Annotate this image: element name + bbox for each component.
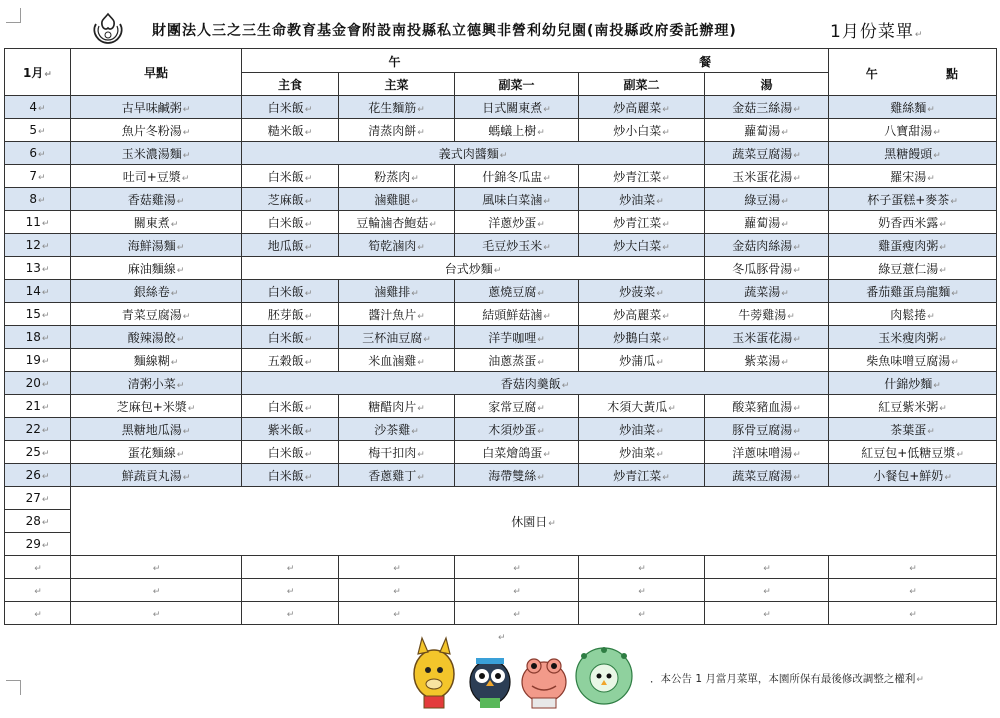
empty-cell: ↵	[579, 602, 705, 625]
side-dish-2-cell: 炒油菜↵	[579, 188, 705, 211]
side-dish-1-cell: 風味白菜滷↵	[455, 188, 579, 211]
menu-row	[5, 188, 997, 211]
breakfast-cell: 麻油麵線↵	[71, 257, 242, 280]
staple-cell: 紫米飯↵	[242, 418, 339, 441]
foundation-logo-icon	[88, 10, 128, 46]
day-cell: 28↵	[5, 510, 71, 533]
soup-cell: 牛蒡雞湯↵	[705, 303, 829, 326]
empty-cell: ↵	[579, 556, 705, 579]
empty-cell: ↵	[455, 579, 579, 602]
crop-mark-bottom-left	[6, 680, 21, 695]
empty-cell: ↵	[339, 602, 455, 625]
soup-cell: 金菇三絲湯↵	[705, 96, 829, 119]
empty-row	[5, 602, 997, 625]
mascot-characters-illustration	[404, 632, 634, 712]
snack-cell: 肉鬆捲↵	[829, 303, 997, 326]
breakfast-cell: 黑糖地瓜湯↵	[71, 418, 242, 441]
month-title-text: 1月份菜單	[830, 22, 914, 42]
main-dish-cell: 滷雞腿↵	[339, 188, 455, 211]
menu-row	[5, 464, 997, 487]
empty-cell: ↵	[5, 602, 71, 625]
day-cell: 29↵	[5, 533, 71, 556]
day-cell: 22↵	[5, 418, 71, 441]
menu-row	[5, 234, 997, 257]
day-cell: 13↵	[5, 257, 71, 280]
frog-mascot-icon	[522, 659, 566, 708]
day-cell: 8↵	[5, 188, 71, 211]
soup-cell: 紫菜湯↵	[705, 349, 829, 372]
empty-cell: ↵	[339, 556, 455, 579]
breakfast-cell: 青菜豆腐湯↵	[71, 303, 242, 326]
soup-cell: 蔬菜豆腐湯↵	[705, 142, 829, 165]
side-dish-2-cell: 炒油菜↵	[579, 441, 705, 464]
breakfast-cell: 魚片冬粉湯↵	[71, 119, 242, 142]
snack-cell: 小餐包+鮮奶↵	[829, 464, 997, 487]
staple-cell: 白米飯↵	[242, 280, 339, 303]
empty-cell: ↵	[455, 602, 579, 625]
empty-cell: ↵	[579, 579, 705, 602]
day-cell: 4↵	[5, 96, 71, 119]
snack-cell: 茶葉蛋↵	[829, 418, 997, 441]
menu-row	[5, 349, 997, 372]
empty-cell: ↵	[829, 556, 997, 579]
side-dish-2-cell: 木須大黃瓜↵	[579, 395, 705, 418]
menu-row	[5, 303, 997, 326]
day-cell: 25↵	[5, 441, 71, 464]
main-dish-cell: 粉蒸肉↵	[339, 165, 455, 188]
main-dish-cell: 香蔥雞丁↵	[339, 464, 455, 487]
menu-row	[5, 372, 997, 395]
side-dish-1-cell: 海帶雙絲↵	[455, 464, 579, 487]
main-dish-cell: 花生麵筋↵	[339, 96, 455, 119]
day-cell: 6↵	[5, 142, 71, 165]
lunch-subheader-1: 主菜	[339, 73, 455, 96]
staple-cell: 白米飯↵	[242, 441, 339, 464]
empty-row	[5, 579, 997, 602]
merged-lunch-cell: 義式肉醬麵↵	[242, 142, 705, 165]
lunch-subheader-0: 主食	[242, 73, 339, 96]
empty-cell: ↵	[242, 602, 339, 625]
soup-cell: 玉米蛋花湯↵	[705, 165, 829, 188]
staple-cell: 胚芽飯↵	[242, 303, 339, 326]
staple-cell: 白米飯↵	[242, 326, 339, 349]
breakfast-cell: 酸辣湯餃↵	[71, 326, 242, 349]
side-dish-2-cell: 炒青江菜↵	[579, 165, 705, 188]
side-dish-1-cell: 木須炒蛋↵	[455, 418, 579, 441]
side-dish-1-cell: 洋蔥炒蛋↵	[455, 211, 579, 234]
holiday-cell: 休園日↵	[71, 487, 997, 556]
soup-cell: 酸菜豬血湯↵	[705, 395, 829, 418]
month-header-cell: 1月↵	[5, 49, 71, 96]
empty-cell: ↵	[339, 579, 455, 602]
side-dish-2-cell: 炒蒲瓜↵	[579, 349, 705, 372]
staple-cell: 五穀飯↵	[242, 349, 339, 372]
empty-cell: ↵	[71, 602, 242, 625]
menu-row	[5, 326, 997, 349]
main-dish-cell: 梅干扣肉↵	[339, 441, 455, 464]
snack-cell: 八寶甜湯↵	[829, 119, 997, 142]
breakfast-cell: 吐司+豆漿↵	[71, 165, 242, 188]
side-dish-2-cell: 炒青江菜↵	[579, 211, 705, 234]
snack-cell: 什錦炒麵↵	[829, 372, 997, 395]
snack-cell: 羅宋湯↵	[829, 165, 997, 188]
side-dish-1-cell: 毛豆炒玉米↵	[455, 234, 579, 257]
merged-lunch-cell: 香菇肉羹飯↵	[242, 372, 829, 395]
breakfast-cell: 鮮蔬貢丸湯↵	[71, 464, 242, 487]
day-cell: 18↵	[5, 326, 71, 349]
owl-mascot-icon	[470, 658, 510, 708]
soup-cell: 玉米蛋花湯↵	[705, 326, 829, 349]
snack-cell: 雞絲麵↵	[829, 96, 997, 119]
menu-row	[5, 257, 997, 280]
paragraph-mark: ↵	[498, 633, 506, 643]
staple-cell: 白米飯↵	[242, 165, 339, 188]
side-dish-2-cell: 炒菠菜↵	[579, 280, 705, 303]
empty-cell: ↵	[455, 556, 579, 579]
side-dish-1-cell: 結頭鮮菇滷↵	[455, 303, 579, 326]
empty-cell: ↵	[5, 579, 71, 602]
snack-cell: 番茄雞蛋烏龍麵↵	[829, 280, 997, 303]
menu-table	[4, 48, 997, 625]
day-cell: 19↵	[5, 349, 71, 372]
main-dish-cell: 糖醋肉片↵	[339, 395, 455, 418]
empty-cell: ↵	[71, 579, 242, 602]
month-title: 1月份菜單↵	[830, 22, 924, 42]
horse-mascot-icon	[414, 638, 454, 708]
side-dish-1-cell: 油蔥蒸蛋↵	[455, 349, 579, 372]
staple-cell: 白米飯↵	[242, 464, 339, 487]
side-dish-1-cell: 什錦冬瓜盅↵	[455, 165, 579, 188]
menu-row	[5, 96, 997, 119]
main-dish-cell: 筍乾滷肉↵	[339, 234, 455, 257]
side-dish-1-cell: 螞蟻上樹↵	[455, 119, 579, 142]
breakfast-cell: 玉米濃湯麵↵	[71, 142, 242, 165]
menu-row	[5, 119, 997, 142]
document-header	[4, 8, 996, 48]
empty-cell: ↵	[705, 579, 829, 602]
main-dish-cell: 米血滷雞↵	[339, 349, 455, 372]
empty-row	[5, 556, 997, 579]
empty-cell: ↵	[242, 579, 339, 602]
empty-cell: ↵	[705, 602, 829, 625]
peacock-mascot-icon	[576, 647, 632, 704]
soup-cell: 洋蔥味噌湯↵	[705, 441, 829, 464]
side-dish-2-cell: 炒高麗菜↵	[579, 96, 705, 119]
snack-cell: 雞蛋瘦肉粥↵	[829, 234, 997, 257]
empty-cell: ↵	[242, 556, 339, 579]
menu-row	[5, 418, 997, 441]
side-dish-2-cell: 炒油菜↵	[579, 418, 705, 441]
soup-cell: 蔬菜湯↵	[705, 280, 829, 303]
merged-lunch-cell: 台式炒麵↵	[242, 257, 705, 280]
soup-cell: 冬瓜豚骨湯↵	[705, 257, 829, 280]
day-cell: 12↵	[5, 234, 71, 257]
snack-cell: 黑糖饅頭↵	[829, 142, 997, 165]
side-dish-1-cell: 蔥燒豆腐↵	[455, 280, 579, 303]
main-dish-cell: 清蒸肉餅↵	[339, 119, 455, 142]
lunch-header-cell: 午 餐	[242, 49, 829, 73]
menu-row	[5, 142, 997, 165]
day-cell: 15↵	[5, 303, 71, 326]
empty-cell: ↵	[5, 556, 71, 579]
main-dish-cell: 醬汁魚片↵	[339, 303, 455, 326]
staple-cell: 白米飯↵	[242, 395, 339, 418]
staple-cell: 糙米飯↵	[242, 119, 339, 142]
holiday-row	[5, 487, 997, 510]
empty-cell: ↵	[829, 602, 997, 625]
menu-row	[5, 280, 997, 303]
breakfast-cell: 清粥小菜↵	[71, 372, 242, 395]
soup-cell: 豚骨豆腐湯↵	[705, 418, 829, 441]
side-dish-2-cell: 炒高麗菜↵	[579, 303, 705, 326]
day-cell: 20↵	[5, 372, 71, 395]
menu-row	[5, 165, 997, 188]
day-cell: 21↵	[5, 395, 71, 418]
side-dish-1-cell: 白菜燴鴿蛋↵	[455, 441, 579, 464]
lunch-subheader-2: 副菜一	[455, 73, 579, 96]
staple-cell: 芝麻飯↵	[242, 188, 339, 211]
snack-cell: 杯子蛋糕+麥茶↵	[829, 188, 997, 211]
menu-row	[5, 211, 997, 234]
soup-cell: 蔬菜豆腐湯↵	[705, 464, 829, 487]
side-dish-2-cell: 炒小白菜↵	[579, 119, 705, 142]
breakfast-cell: 海鮮湯麵↵	[71, 234, 242, 257]
breakfast-cell: 銀絲卷↵	[71, 280, 242, 303]
snack-cell: 玉米瘦肉粥↵	[829, 326, 997, 349]
breakfast-cell: 關東煮↵	[71, 211, 242, 234]
empty-cell: ↵	[71, 556, 242, 579]
day-cell: 27↵	[5, 487, 71, 510]
footer-notice: ．本公告 1 月當月菜單，本園所保有最後修改調整之權利↵	[650, 673, 924, 685]
day-cell: 14↵	[5, 280, 71, 303]
breakfast-cell: 芝麻包+米漿↵	[71, 395, 242, 418]
snack-cell: 紅豆包+低糖豆漿↵	[829, 441, 997, 464]
soup-cell: 蘿蔔湯↵	[705, 211, 829, 234]
side-dish-1-cell: 日式關東煮↵	[455, 96, 579, 119]
lunch-subheader-3: 副菜二	[579, 73, 705, 96]
main-dish-cell: 沙茶雞↵	[339, 418, 455, 441]
breakfast-cell: 麵線糊↵	[71, 349, 242, 372]
side-dish-1-cell: 洋芋咖哩↵	[455, 326, 579, 349]
main-dish-cell: 滷雞排↵	[339, 280, 455, 303]
menu-row	[5, 441, 997, 464]
soup-cell: 蘿蔔湯↵	[705, 119, 829, 142]
staple-cell: 白米飯↵	[242, 96, 339, 119]
side-dish-1-cell: 家常豆腐↵	[455, 395, 579, 418]
day-cell: 11↵	[5, 211, 71, 234]
snack-cell: 柴魚味噌豆腐湯↵	[829, 349, 997, 372]
snack-cell: 奶香西米露↵	[829, 211, 997, 234]
breakfast-cell: 古早味鹹粥↵	[71, 96, 242, 119]
document-title: 財團法人三之三生命教育基金會附設南投縣私立德興非營利幼兒園(南投縣政府委託辦理)	[152, 23, 737, 39]
snack-cell: 綠豆薏仁湯↵	[829, 257, 997, 280]
side-dish-2-cell: 炒青江菜↵	[579, 464, 705, 487]
snack-header-cell: 午 點	[829, 49, 997, 96]
soup-cell: 金菇肉絲湯↵	[705, 234, 829, 257]
empty-cell: ↵	[705, 556, 829, 579]
breakfast-cell: 香菇雞湯↵	[71, 188, 242, 211]
menu-row	[5, 395, 997, 418]
lunch-subheader-4: 湯	[705, 73, 829, 96]
empty-cell: ↵	[829, 579, 997, 602]
main-dish-cell: 豆輪滷杏鮑菇↵	[339, 211, 455, 234]
soup-cell: 綠豆湯↵	[705, 188, 829, 211]
day-cell: 5↵	[5, 119, 71, 142]
day-cell: 26↵	[5, 464, 71, 487]
breakfast-cell: 蛋花麵線↵	[71, 441, 242, 464]
side-dish-2-cell: 炒鵝白菜↵	[579, 326, 705, 349]
side-dish-2-cell: 炒大白菜↵	[579, 234, 705, 257]
staple-cell: 地瓜飯↵	[242, 234, 339, 257]
snack-cell: 紅豆紫米粥↵	[829, 395, 997, 418]
main-dish-cell: 三杯油豆腐↵	[339, 326, 455, 349]
breakfast-header-cell: 早點	[71, 49, 242, 96]
staple-cell: 白米飯↵	[242, 211, 339, 234]
day-cell: 7↵	[5, 165, 71, 188]
